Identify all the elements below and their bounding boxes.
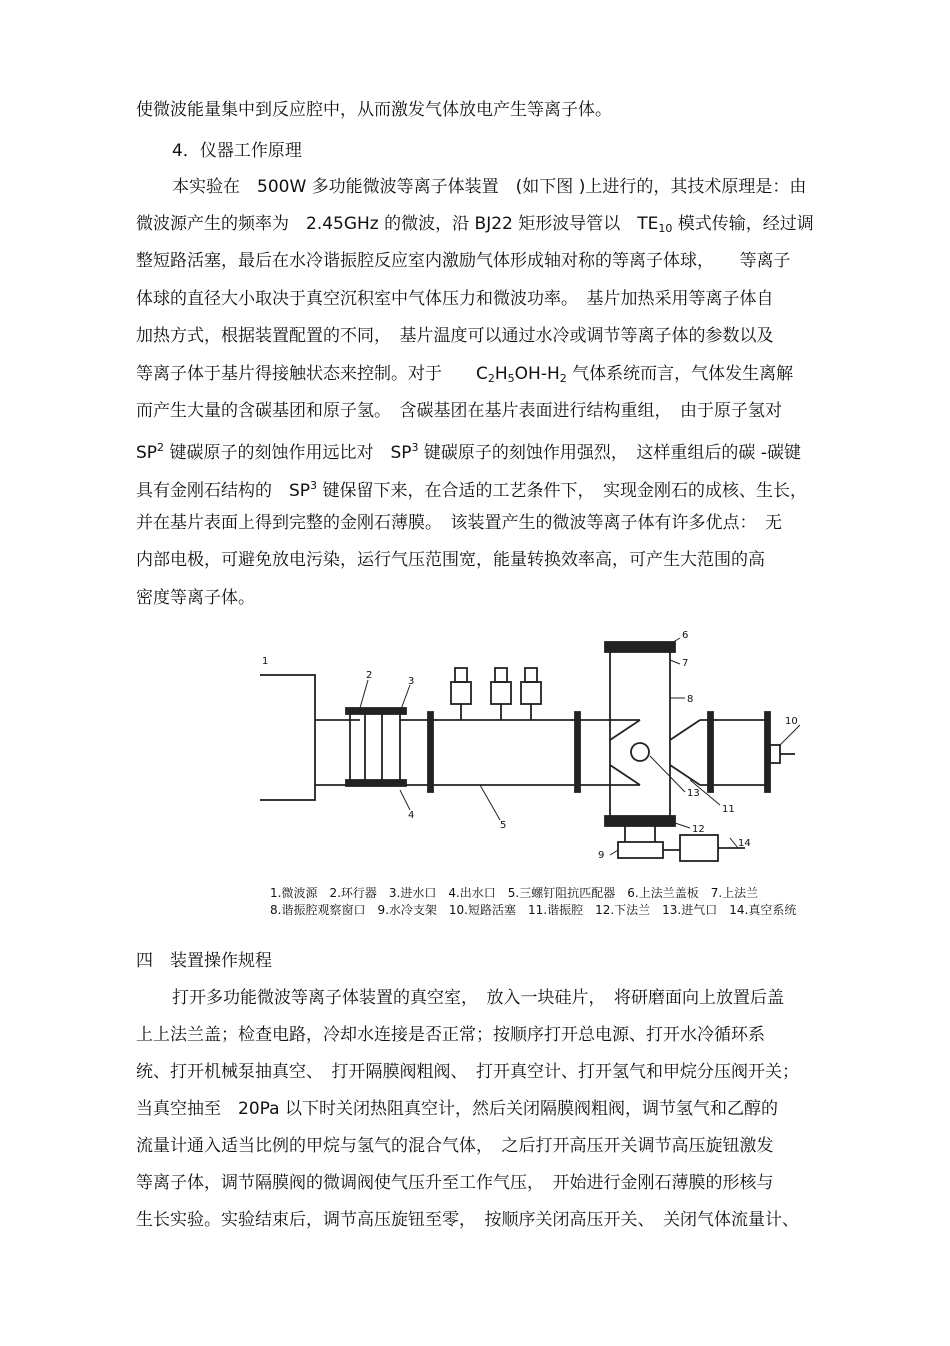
section-heading: 4．仪器工作原理 [172,141,302,161]
microwave-source [260,675,315,800]
label-1: 1 [262,656,269,667]
short-plunger [770,745,780,763]
paragraph-line: 生长实验。实验结束后，调节高压旋钮至零， 按顺序关闭高压开关、 关闭气体流量计、 [136,1210,799,1230]
paragraph-line: 具有金刚石结构的 $SP^3$ 键保留下来，在合适的工艺条件下， 实现金刚石的成核、生长， [136,479,807,501]
paragraph-line: 流量计通入适当比例的甲烷与氢气的混合气体， 之后打开高压开关调节高压旋钮激发 [136,1136,774,1156]
paragraph-line: 当真空抽至 20Pa 以下时关闭热阻真空计，然后关闭隔膜阀粗阀，调节氢气和乙醇的 [136,1099,778,1119]
apparatus-diagram [260,620,800,930]
label-9: 9 [598,850,605,861]
label-3: 3 [408,676,415,687]
paragraph-line: 等离子体，调节隔膜阀的微调阀使气压升至工作气压， 开始进行金刚石薄膜的形核与 [136,1173,774,1193]
paragraph-line: 上上法兰盖；检查电路，冷却水连接是否正常；按顺序打开总电源、打开水冷循环系 [136,1025,765,1045]
section-heading: 四 装置操作规程 [136,951,272,971]
paragraph-line: 密度等离子体。 [136,588,255,608]
label-8: 8 [687,694,694,705]
label-13: 13 [687,788,700,799]
label-4: 4 [408,810,415,821]
paragraph-line: 本实验在 500W 多功能微波等离子体装置 (如下图 )上进行的，其技术原理是：由 [172,177,807,197]
circulator [350,712,400,782]
label-10: 10 [785,716,798,727]
vacuum-system [680,835,718,861]
paragraph-line: 内部电极，可避免放电污染，运行气压范围宽，能量转换效率高，可产生大范围的高 [136,550,765,570]
paragraph-line: 而产生大量的含碳基团和原子氢。 含碳基团在基片表面进行结构重组， 由于原子氢对 [136,401,782,421]
paragraph-line: 加热方式，根据装置配置的不同， 基片温度可以通过水冷或调节等离子体的参数以及 [136,326,774,346]
label-12: 12 [692,824,705,835]
paragraph-line: 并在基片表面上得到完整的金刚石薄膜。 该装置产生的微波等离子体有许多优点： 无 [136,513,782,533]
paragraph-line: $SP^2$ 键碳原子的刻蚀作用远比对 $SP^3$ 键碳原子的刻蚀作用强烈， 这样重组后的碳 -碳键 [136,441,801,463]
paragraph-line: 整短路活塞，最后在水冷谐振腔反应室内激励气体形成轴对称的等离子体球， 等离子 [136,251,791,271]
label-7: 7 [682,658,689,669]
paragraph-line: 统、打开机械泵抽真空、 打开隔膜阀粗阀、 打开真空计、打开氢气和甲烷分压阀开关； [136,1062,799,1082]
paragraph-line: 微波源产生的频率为 2.45GHz 的微波，沿 BJ22 矩形波导管以 $TE_{10}$ 模式传输，经过调 [136,214,814,235]
water-cooled-stand [618,842,663,858]
paragraph-line: 等离子体于基片得接触状态来控制。对于 $C_2H_5OH-H_2$ 气体系统而言，气体发生离解 [136,364,794,385]
stub-tuner [451,668,541,720]
paragraph-line: 打开多功能微波等离子体装置的真空室， 放入一块硅片， 将研磨面向上放置后盖 [172,988,784,1008]
figure-caption: 8.谐振腔观察窗口 9.水冷支架 10.短路活塞 11.谐振腔 12.下法兰 13.进气口 14.真空系统 [270,903,797,917]
label-5: 5 [500,820,507,831]
observation-window [631,743,649,761]
label-6: 6 [682,630,689,641]
label-11: 11 [722,804,735,815]
figure-caption: 1.微波源 2.环行器 3.进水口 4.出水口 5.三螺钉阻抗匹配器 6.上法兰盖板 7.上法兰 [270,886,759,900]
label-2: 2 [366,670,373,681]
paragraph-line: 体球的直径大小取决于真空沉积室中气体压力和微波功率。 基片加热采用等离子体自 [136,289,774,309]
paragraph-line: 使微波能量集中到反应腔中，从而激发气体放电产生等离子体。 [136,100,612,120]
label-14: 14 [738,838,751,849]
